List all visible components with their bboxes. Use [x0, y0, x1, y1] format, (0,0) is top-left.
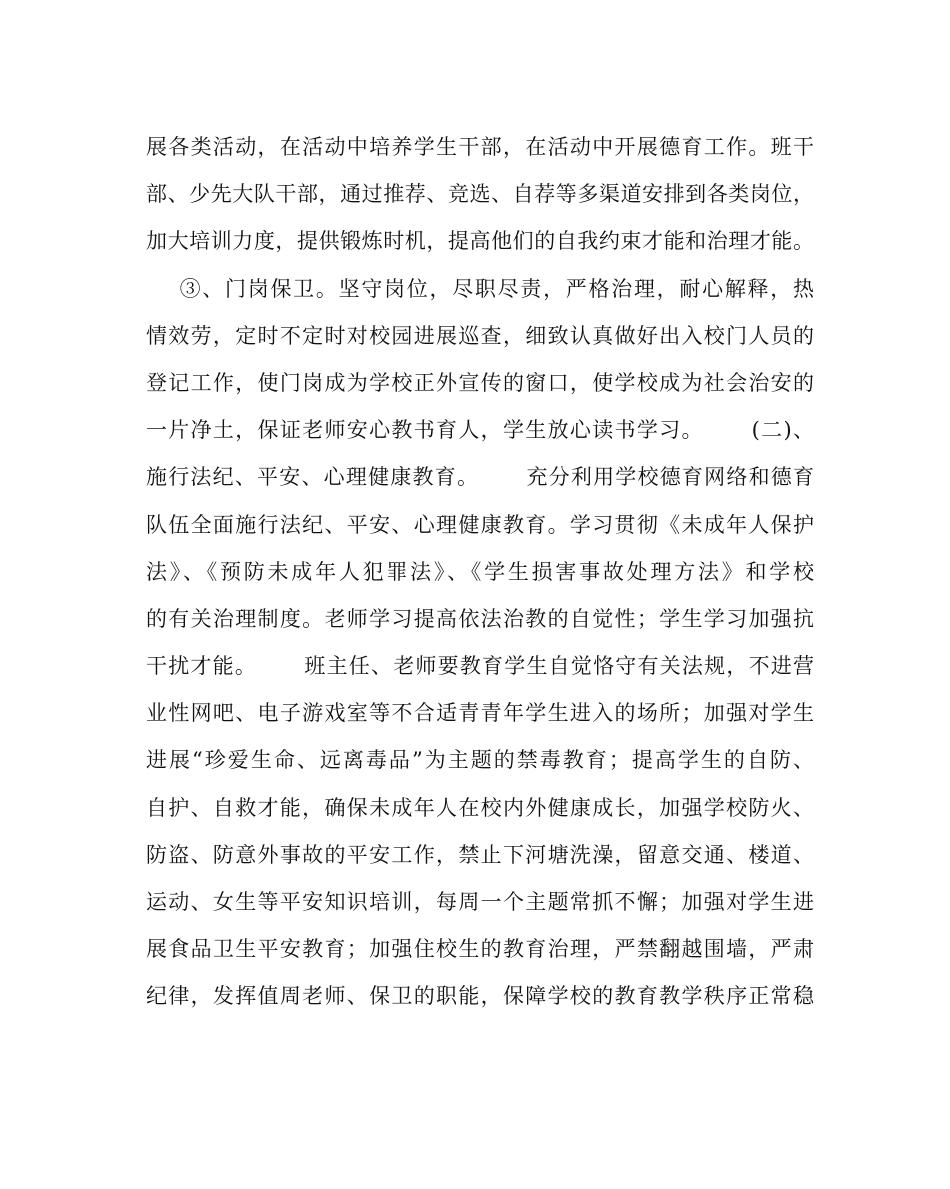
text-line: 加大培训力度，提供锻炼时机，提高他们的自我约束才能和治理才能。	[146, 229, 814, 254]
text-line: 情效劳，定时不定时对校园进展巡查，细致认真做好出入校门人员的	[146, 323, 814, 348]
text-line: 队伍全面施行法纪、平安、心理健康教育。学习贯彻《未成年人保护	[146, 512, 814, 537]
body-text	[146, 124, 814, 1021]
text-line: 展各类活动，在活动中培养学生干部，在活动中开展德育工作。班干	[146, 135, 814, 159]
text-line: 的有关治理制度。老师学习提高依法治教的自觉性；学生学习加强抗	[146, 606, 814, 631]
text-line: 自护、自救才能，确保未成年人在校内外健康成长，加强学校防火、	[146, 795, 814, 820]
text-line: 进展“珍爱生命、远离毒品”为主题的禁毒教育；提高学生的自防、	[146, 748, 814, 773]
text-line: 部、少先大队干部，通过推荐、竞选、自荐等多渠道安排到各类岗位，	[146, 182, 814, 207]
text-line: ③、门岗保卫。坚守岗位，尽职尽责，严格治理，耐心解释，热	[146, 276, 814, 301]
text-line: 法》、《预防未成年人犯罪法》、《学生损害事故处理方法》和学校	[146, 559, 814, 584]
text-line: 防盗、防意外事故的平安工作，禁止下河塘洗澡，留意交通、楼道、	[146, 842, 814, 867]
text-line: 纪律，发挥值周老师、保卫的职能，保障学校的教育教学秩序正常稳	[146, 984, 814, 1009]
text-line: 一片净土，保证老师安心教书育人，学生放心读书学习。 (二)、	[146, 418, 814, 443]
text-line: 业性网吧、电子游戏室等不合适青青年学生进入的场所；加强对学生	[146, 701, 814, 726]
text-line: 施行法纪、平安、心理健康教育。 充分利用学校德育网络和德育	[146, 465, 814, 490]
text-line: 干扰才能。 班主任、老师要教育学生自觉恪守有关法规，不进营	[146, 654, 814, 679]
text-line: 展食品卫生平安教育；加强住校生的教育治理，严禁翻越围墙，严肃	[146, 937, 814, 962]
text-line: 登记工作，使门岗成为学校正外宣传的窗口，使学校成为社会治安的	[146, 370, 814, 395]
text-line: 运动、女生等平安知识培训，每周一个主题常抓不懈；加强对学生进	[146, 890, 814, 914]
